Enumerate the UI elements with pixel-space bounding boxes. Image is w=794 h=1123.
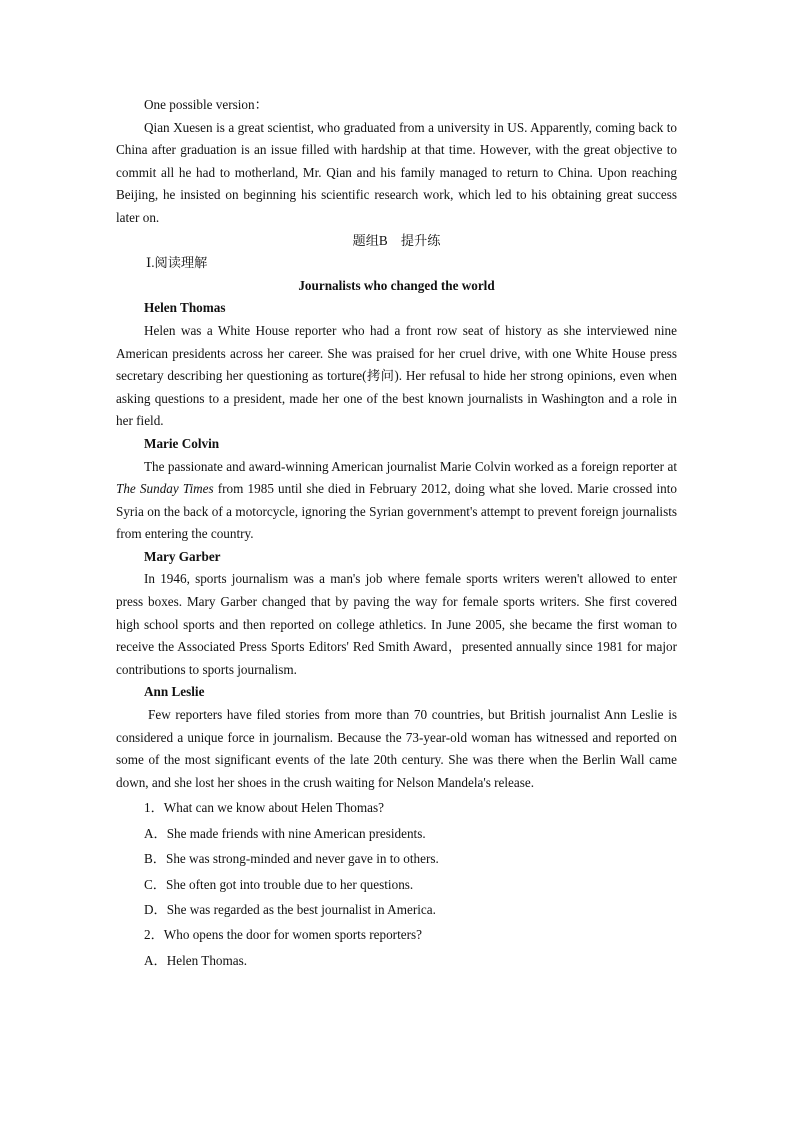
marie-heading: Marie Colvin: [144, 435, 220, 451]
question-1: 1．What can we know about Helen Thomas?: [144, 800, 384, 816]
sample-label: One possible version：: [144, 97, 268, 112]
mary-paragraph: In 1946, sports journalism was a man's job where female sports writers weren't allowed to enter press boxes. Mary Garber changed that by paving the way for female sports writers. She first covered high school sports and then reported on college athletics. In June 2005, she became the first woman to receive the Associated Press Sports Editors' Red Smith Award，presented annually since 1981 for major contributions to sports journalism.: [116, 571, 677, 677]
question-2: 2．Who opens the door for women sports reporters?: [144, 927, 422, 943]
question-list: [116, 795, 677, 973]
sample-essay: Qian Xuesen is a great scientist, who graduated from a university in US. Apparently, coming back to China after graduation is an issue filled with hardship at that time. However, with the great objective to commit all he had to motherland, Mr. Qian and his family managed to return to China. Upon reaching Beijing, he insisted on beginning his scientific research work, which led to his obtaining great success later on.: [116, 119, 677, 225]
ann-heading: Ann Leslie: [144, 684, 205, 700]
marie-paragraph: [116, 456, 677, 546]
section-title: Ⅰ.阅读理解: [146, 255, 208, 271]
question-1-option-c: C．She often got into trouble due to her questions.: [144, 876, 414, 892]
helen-paragraph: Helen was a White House reporter who had a front row seat of history as she interviewed nine American presidents across her career. She was praised for her cruel drive, with one White House press secretary describing her questioning as torture(拷问). Her refusal to hide her strong opinions, even when asking questions to a president, made her one of the best known journalists in Washington and a role in her field.: [116, 322, 677, 429]
mary-heading: Mary Garber: [144, 548, 221, 564]
ann-paragraph: Few reporters have filed stories from more than 70 countries, but British journalist Ann Leslie is considered a unique force in journalism. Because the 73-year-old woman has witnessed and reported on some of the most significant events of the late 20th century. She was there when the Berlin Wall came down, and she lost her shoes in the crush waiting for Nelson Mandela's release.: [116, 707, 677, 790]
group-title: 题组B 提升练: [352, 232, 441, 248]
newspaper-name: The Sunday Times: [116, 481, 214, 497]
question-1-option-d: D．She was regarded as the best journalist in America.: [144, 901, 436, 917]
question-2-option-a: A．Helen Thomas.: [144, 952, 248, 968]
marie-text-before: The passionate and award-winning American journalist Marie Colvin worked as a foreign reporter at: [144, 458, 677, 474]
document-page: [116, 94, 677, 973]
helen-heading: Helen Thomas: [144, 300, 226, 316]
marie-text-after: from 1985 until she died in February 2012, doing what she loved. Marie crossed into Syria on the back of a motorcycle, ignoring the Syrian government's attempt to prevent foreign journalists from entering the country.: [116, 481, 677, 542]
article-title: Journalists who changed the world: [298, 277, 495, 293]
question-1-option-b: B．She was strong-minded and never gave in to others.: [144, 851, 439, 867]
question-1-option-a: A．She made friends with nine American presidents.: [144, 825, 426, 841]
